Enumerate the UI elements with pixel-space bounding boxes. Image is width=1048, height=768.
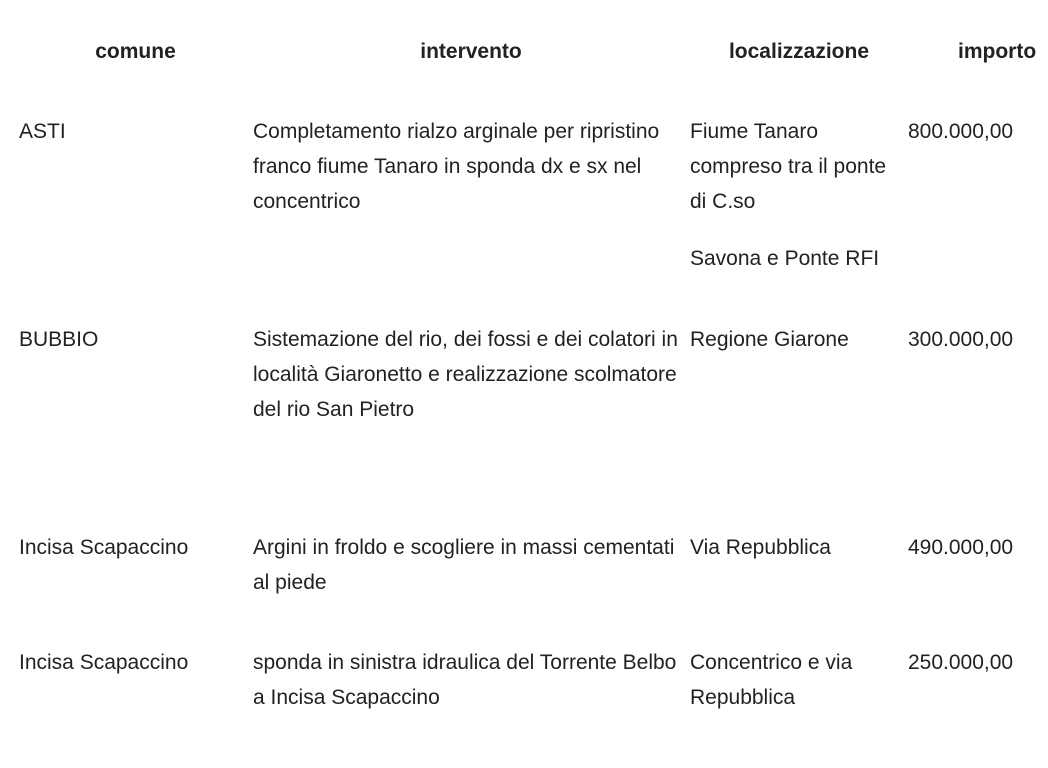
cell-localizzazione [690,114,908,276]
cell-importo: 800.000,00 [908,120,1014,143]
cell-intervento: Argini in froldo e scogliere in massi cementati al piede [253,536,675,594]
header-intervento: intervento [420,40,522,63]
cell-intervento: Sistemazione del rio, dei fossi e dei colatori in località Giaronetto e realizzazione scolmatore del rio San Pietro [253,328,678,421]
cell-comune: Incisa Scapaccino [19,536,189,559]
header-comune: comune [95,40,176,63]
header-importo: importo [958,40,1037,63]
cell-intervento: sponda in sinistra idraulica del Torrente Belbo a Incisa Scapaccino [253,651,677,709]
cell-importo: 250.000,00 [908,651,1014,674]
cell-comune: BUBBIO [19,328,99,351]
localizzazione-line-2: Savona e Ponte RFI [690,247,880,270]
cell-importo: 300.000,00 [908,328,1014,351]
cell-localizzazione: Via Repubblica [690,536,831,559]
cell-localizzazione: Regione Giarone [690,328,849,351]
cell-intervento: Completamento rialzo arginale per ripristino franco fiume Tanaro in sponda dx e sx nel concentrico [253,120,660,213]
header-localizzazione: localizzazione [728,40,870,63]
cell-comune: ASTI [19,120,66,143]
cell-comune: Incisa Scapaccino [19,651,189,674]
cell-importo: 490.000,00 [908,536,1014,559]
localizzazione-line-1: Fiume Tanaro compreso tra il ponte di C.so [690,120,887,213]
cell-localizzazione: Concentrico e via Repubblica [690,651,853,709]
